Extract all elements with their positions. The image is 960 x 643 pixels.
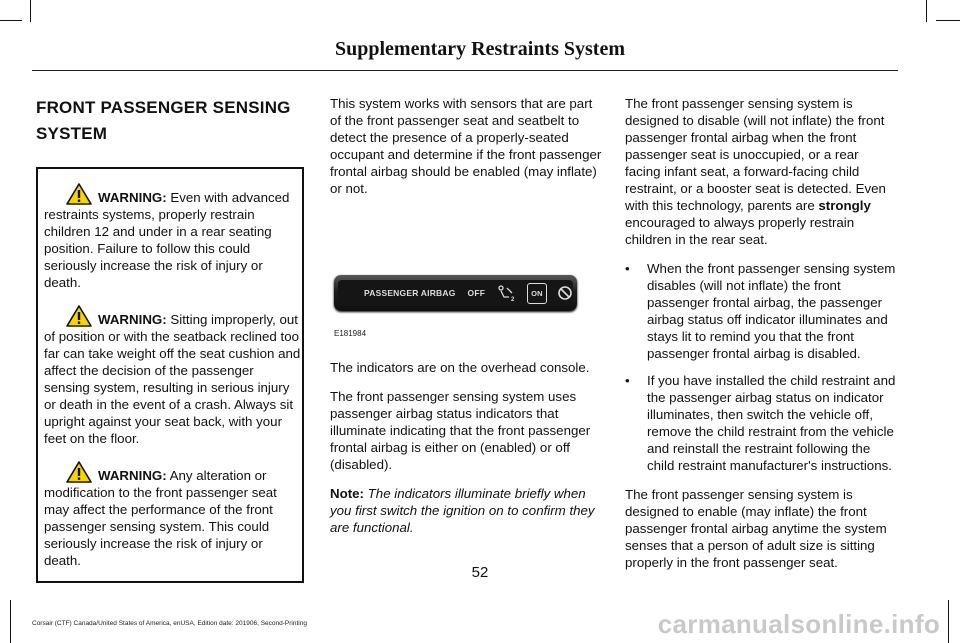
warning-paragraph xyxy=(44,305,302,447)
prohibited-icon xyxy=(557,285,573,301)
column-left xyxy=(36,95,304,583)
crop-mark xyxy=(936,20,960,21)
crop-mark xyxy=(926,0,927,22)
section-heading: FRONT PASSENGER SENSING SYSTEM xyxy=(36,98,291,143)
svg-text:2: 2 xyxy=(511,297,515,302)
warning-paragraph xyxy=(44,183,302,291)
intro-paragraph: This system works with sensors that are part of the front passenger seat and seatbelt to detect the presence of a properly-seated occupant and determine if the front passenger frontal airbag should be enabled (may inflate) or not. xyxy=(330,96,602,196)
warning-triangle-icon xyxy=(66,305,92,327)
warning-text: Any alteration or modification to the front passenger seat may affect the performance of the front passenger sensing system. This could seriously increase the risk of injury or death. xyxy=(44,468,277,568)
list-item: • If you have installed the child restraint and the passenger airbag status on indicator illuminates, then switch the vehicle off, remove the child restraint from the vehicle and reinstall the restraint following the child restraint manufacturer's instructions. xyxy=(625,372,897,474)
paragraph-text: encouraged to always properly restrain children in the rear seat. xyxy=(625,215,855,247)
warning-box xyxy=(36,167,304,583)
header-divider xyxy=(32,70,898,71)
airbag-off-label: OFF xyxy=(467,287,486,298)
list-item: • When the front passenger sensing system disables (will not inflate) the front passenger frontal airbag, the passenger airbag status off indicator illuminates and stays lit to remind you that the front passenger frontal airbag is disabled. xyxy=(625,260,897,362)
note-paragraph xyxy=(330,485,602,536)
paragraph: The indicators are on the overhead console. xyxy=(330,360,590,375)
emphasis-text: strongly xyxy=(818,198,871,213)
bullet-list xyxy=(625,260,897,474)
footer-text: Corsair (CTF) Canada/United States of America, enUSA, Edition date: 201906, Second-Printing xyxy=(32,620,307,627)
warning-triangle-icon xyxy=(66,461,92,483)
airbag-seat-icon xyxy=(495,284,517,302)
page-number: 52 xyxy=(471,564,489,581)
paragraph xyxy=(625,95,897,248)
note-text: The indicators illuminate briefly when you first switch the ignition on to confirm they are functional. xyxy=(330,486,595,535)
warning-triangle-icon xyxy=(66,183,92,205)
warning-text: Even with advanced restraints systems, properly restrain children 12 and under in a rear seating position. Failure to follow this could seriously increase the risk of injury or death. xyxy=(44,190,290,290)
warning-text: Sitting improperly, out of position or with the seatback reclined too far can take weight off the seat cushion and affect the decision of the passenger sensing system, resulting in serious injury or death in the event of a crash. Always sit upright against your seat back, with your feet on the floor. xyxy=(44,312,301,446)
warning-label: WARNING: xyxy=(98,312,167,327)
column-middle xyxy=(330,95,602,548)
overhead-console-panel xyxy=(334,275,577,311)
paragraph: The front passenger sensing system uses passenger airbag status indicators that illuminate indicating that the front passenger frontal airbag is either on (enabled) or off (disabled). xyxy=(330,389,591,472)
airbag-on-badge: ON xyxy=(527,283,547,304)
note-label: Note: xyxy=(330,486,364,501)
crop-mark xyxy=(948,600,949,643)
airbag-indicator-figure xyxy=(330,251,602,359)
column-right xyxy=(625,95,897,583)
indicator-strip xyxy=(338,280,573,306)
passenger-airbag-label: PASSENGER AIRBAG xyxy=(364,287,456,298)
warning-paragraph xyxy=(44,461,302,569)
watermark: carmanualsonline.info xyxy=(657,609,940,639)
warning-label: WARNING: xyxy=(98,468,167,483)
paragraph: The front passenger sensing system is designed to enable (may inflate) the front passenger frontal airbag anytime the system senses that a person of adult size is sitting properly in the front passenger seat. xyxy=(625,487,887,570)
crop-mark xyxy=(0,20,22,21)
warning-label: WARNING: xyxy=(98,190,167,205)
crop-mark xyxy=(10,600,11,643)
page-header-title: Supplementary Restraints System xyxy=(335,38,625,60)
crop-mark xyxy=(30,0,31,22)
figure-id: E181984 xyxy=(334,329,367,338)
paragraph-text: The front passenger sensing system is designed to disable (will not inflate) the front passenger frontal airbag when the front passenger seat is unoccupied, or a rear facing infant seat, a forward-facing child restraint, or a booster seat is detected. Even with this technology, parents are xyxy=(625,96,886,213)
